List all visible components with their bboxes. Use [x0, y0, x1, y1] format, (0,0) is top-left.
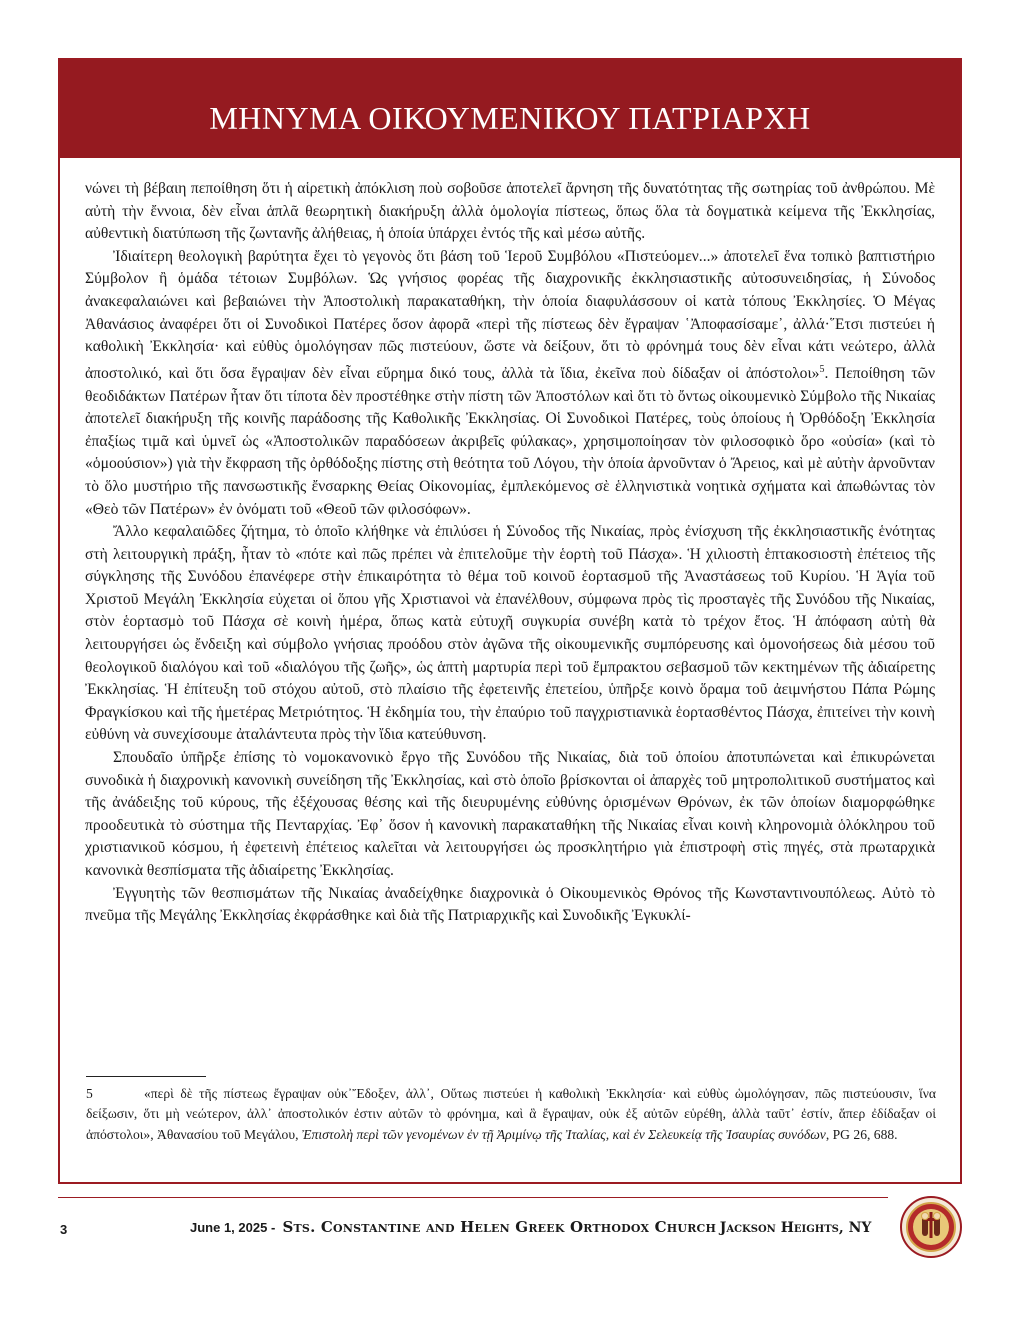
paragraph-1: νώνει τὴ βέβαιη πεποίθηση ὅτι ἡ αἱρετικὴ ἀπόκλιση ποὺ σοβοῦσε ἀποτελεῖ ἄρνηση τῆς δυνατότητας τῆς σωτηρίας τοῦ ἀνθρώπου. Μὲ αὐτὴ τὴν ἔννοια, δὲν εἶναι ἁπλᾶ θεωρητικὴ διακήρυξη ἀλλὰ ὁμολογία πίστεως, ὅπως ὅλα τὰ δογματικὰ κείμενα τῆς Ἐκκλησίας, αὐθεντικὴ διατύπωση τῆς ζωντανῆς ἀλήθειας, ἡ ὁποία ὑπάρχει ἐντός τῆς καὶ μέσω αὐτῆς.	[85, 180, 935, 243]
page-number: 3	[60, 1222, 68, 1237]
footnote-divider	[86, 1076, 206, 1077]
paragraph-4: Σπουδαῖο ὑπῆρξε ἐπίσης τὸ νομοκανονικὸ ἔργο τῆς Συνόδου τῆς Νικαίας, διὰ τοῦ ὁποίου ἀποτυπώνεται καὶ ἐπικυρώνεται συνοδικὰ ἡ διαχρονικὴ κανονικὴ συνείδηση τῆς Ἐκκλησίας, καὶ στὸ ὁποῖο βρίσκονται οἱ ἀπαρχὲς τοῦ μητροπολιτικοῦ συστήματος καὶ τῆς ἀνάδειξης τοῦ κύρους, τῆς ἐξέχουσας θέσης καὶ τῆς διευρυμένης εὐθύνης ὁρισμένων Θρόνων, ἐκ τῶν ὁποίων διαμορφώθηκε προοδευτικὰ τὸ σύστημα τῆς Πενταρχίας. Ἐφ᾽ ὅσον ἡ κανονικὴ παρακαταθήκη τῆς Νικαίας εἶναι κοινὴ κληρονομιὰ ὁλόκληρου τοῦ χριστιανικοῦ κόσμου, ἡ ἐφετεινὴ ἐπέτειος καλεῖται νὰ λειτουργήσει ὡς προσκλητήριο γιὰ ἐπιστροφὴ στὶς πηγές, στὰ πρωταρχικὰ κανονικὰ θεσπίσματα τῆς ἀδιαίρετης Ἐκκλησίας.	[85, 749, 935, 879]
page-frame	[58, 58, 962, 1184]
article-body	[85, 178, 935, 928]
footer-separator: -	[267, 1220, 279, 1235]
footnote-suffix: , PG 26, 688.	[825, 1126, 898, 1142]
paragraph-2	[85, 246, 935, 521]
paragraph-2-part-1: Ἰδιαίτερη θεολογικὴ βαρύτητα ἔχει τὸ γεγονὸς ὅτι βάση τοῦ Ἱεροῦ Συμβόλου «Πιστεύομεν...» ἀποτελεῖ ἕνα τοπικὸ βαπτιστήριο Σύμβολον ἢ ὁμάδα τέτοιων Συμβόλων. Ὡς γνήσιος φορέας τῆς διαχρονικῆς ἐκκλησιαστικῆς αὐτοσυνειδησίας, ἡ Σύνοδος ἀνακεφαλαιώνει καὶ βεβαιώνει τὴν Ἀποστολικὴ παρακαταθήκη, τὴν ὁποία διαφυλάσσουν οἱ κατὰ τόπους Ἐκκλησίες. Ὁ Μέγας Ἀθανάσιος ἀναφέρει ὅτι οἱ Συνοδικοὶ Πατέρες ὅσον ἀφορᾶ «περὶ τῆς πίστεως δὲν ἔγραψαν ῾Ἀποφασίσαμε᾽, ἀλλά·῞Ετσι πιστεύει ἡ καθολικὴ Ἐκκλησία· καὶ εὐθὺς ὁμολόγησαν πῶς πιστεύουν, ὥστε νὰ δείξουν, ὅτι τὸ φρόνημά τους δὲν εἶναι κάτι νεώτερο, ἀλλὰ ἀποστολικό, καὶ ὅτι ὅσα ἔγραψαν δὲν εἶναι εὕρημα δικό τους, ἀλλὰ τὰ ἴδια, ἐκεῖνα ποὺ δίδαξαν οἱ ἀπόστολοι»	[85, 247, 935, 382]
church-location: Jackson Heights, NY	[719, 1220, 872, 1236]
footnote	[86, 1084, 936, 1145]
footnote-citation: Ἐπιστολὴ περὶ τῶν γενομένων ἐν τῇ Ἀριμίνῳ τῆς Ἰταλίας, καὶ ἐν Σελευκείᾳ τῆς Ἰσαυρίας συνόδων	[301, 1126, 826, 1142]
page-title: ΜΗΝΥΜΑ ΟΙΚΟΥΜΕΝΙΚΟΥ ΠΑΤΡΙΑΡΧΗ	[209, 99, 811, 136]
footer-date: June 1, 2025	[190, 1220, 268, 1235]
header-banner	[60, 60, 960, 158]
paragraph-5: Ἐγγυητὴς τῶν θεσπισμάτων τῆς Νικαίας ἀναδείχθηκε διαχρονικὰ ὁ Οἰκουμενικὸς Θρόνος τῆς Κωνσταντινουπόλεως. Αὐτὸ τὸ πνεῦμα τῆς Μεγάλης Ἐκκλησίας ἐκφράσθηκε καὶ διὰ τῆς Πατριαρχικῆς καὶ Συνοδικῆς Ἐγκυκλί-	[85, 884, 935, 925]
church-seal-icon	[900, 1196, 962, 1258]
footer-divider	[58, 1197, 888, 1198]
footer-line	[190, 1218, 870, 1236]
footnote-reference[interactable]: 5	[819, 363, 825, 375]
footnote-text: «περὶ δὲ τῆς πίστεως ἔγραψαν οὐκ᾽Ἔδοξεν, ἀλλ᾽, Οὕτως πιστεύει ἡ καθολικὴ Ἐκκλησία· καὶ εὐθὺς ὡμολόγησαν, πῶς πιστεύουσιν, ἵνα δείξωσιν, ὅτι μὴ νεώτερον, ἀλλ᾽ ἀποστολικόν ἐστιν αὐτῶν τὸ φρόνημα, καὶ ἃ ἔγραψαν, οὐκ ἐξ αὐτῶν εὑρέθη, ἀλλὰ ταῦτ᾽ ἐστίν, ἅπερ ἐδίδαξαν οἱ ἀπόστολοι», Ἀθανασίου τοῦ Μεγάλου,	[86, 1086, 936, 1142]
church-name: Sts. Constantine and Helen Greek Orthodox Church	[282, 1218, 717, 1236]
footnote-number: 5	[86, 1086, 93, 1101]
paragraph-2-part-2: . Πεποίθηση τῶν θεοδιδάκτων Πατέρων ἦταν ὅτι τίποτα δὲν προστέθηκε στὴν πίστη τῶν Ἀποστόλων καὶ ὅτι τὸ ὄντως οἰκουμενικὸ Σύμβολο τῆς Νικαίας ἀποτελεῖ διακήρυξη τῆς κοινῆς παράδοσης τῆς Καθολικῆς Ἐκκλησίας. Οἱ Συνοδικοὶ Πατέρες, τοὺς ὁποίους ἡ Ὀρθόδοξη Ἐκκλησία ἐπαξίως τιμᾶ καὶ ὑμνεῖ ὡς «Ἀποστολικῶν παραδόσεων ἀκριβεῖς φύλακας», χρησιμοποίησαν τὸν φιλοσοφικὸ ὅρο «οὐσία» (καὶ τὸ «ὁμοούσιον») γιὰ τὴν ἔκφραση τῆς ὀρθόδοξης πίστης στὴ θεότητα τοῦ Λόγου, τὴν ὁποία ἀρνοῦνταν ὁ Ἄρειος, καὶ μὲ αὐτὴν ἀρνοῦνταν τὸ ὅλο μυστήριο τῆς πανσωστικῆς ἔνσαρκης Θείας Οἰκονομίας, ἐμπλεκόμενος σὲ ἑλληνιστικὰ νοητικὰ σχήματα καὶ ἀπωθώντας τὸν «Θεὸ τῶν Πατέρων» ἐν ὀνόματι τοῦ «Θεοῦ τῶν φιλοσόφων».	[85, 364, 935, 518]
paragraph-3: Ἄλλο κεφαλαιῶδες ζήτημα, τὸ ὁποῖο κλήθηκε νὰ ἐπιλύσει ἡ Σύνοδος τῆς Νικαίας, πρὸς ἐνίσχυση τῆς ἐκκλησιαστικῆς ἑνότητας στὴ λειτουργικὴ πράξη, ἦταν τὸ «πότε καὶ πῶς πρέπει νὰ ἐπιτελοῦμε τὴν ἑορτὴ τοῦ Πάσχα». Ἡ χιλιοστὴ ἑπτακοσιοστὴ ἐπέτειος τῆς σύγκλησης τῆς Συνόδου ἐπανέφερε στὴν ἐπικαιρότητα τὸ θέμα τοῦ κοινοῦ ἑορτασμοῦ τῆς Ἀναστάσεως τοῦ Κυρίου. Ἡ Ἁγία τοῦ Χριστοῦ Μεγάλη Ἐκκλησία εὐχεται οἱ ὅπου γῆς Χριστιανοὶ νὰ ἐπανέλθουν, σύμφωνα πρὸς τὶς προσταγὲς τῆς Συνόδου τῆς Νικαίας, στὸν ἑορτασμὸ τοῦ Πάσχα σὲ κοινὴ ἡμέρα, ὅπως κατὰ εὐτυχῆ συγκυρία συνέβη κατὰ τὸ τρέχον ἔτος. Ἡ ἀπόφαση αὐτὴ θὰ λειτουργήσει ὡς ἔνδειξη καὶ σύμβολο γνήσιας προόδου στὸν ἀγῶνα τῆς οἰκουμενικῆς συμπόρευσης καὶ ὁμονοήσεως διὰ μέσου τοῦ θεολογικοῦ διαλόγου καὶ τοῦ «διαλόγου τῆς ζωῆς», ὡς ἁπτὴ μαρτυρία περὶ τοῦ ἔμπρακτου σεβασμοῦ τῶν κεκτημένων τῆς ἀδιαίρετης Ἐκκλησίας. Ἡ ἐπίτευξη τοῦ στόχου αὐτοῦ, στὸ πλαίσιο τῆς ἐφετεινῆς ἐπετείου, ὑπῆρξε κοινὸ ὅραμα τοῦ ἀειμνήστου Πάπα Ρώμης Φραγκίσκου καὶ τῆς ἡμετέρας Μετριότητος. Ἡ ἐκδημία του, τὴν ἐπαύριο τοῦ παγχριστιανικὰ ἑορτασθέντος Πάσχα, ἐπιτείνει τὴν κοινὴ εὐθύνη νὰ συνεχίσουμε ἀταλάντευτα πρὸς τὴν ἴδια κατεύθυνση.	[85, 523, 935, 744]
